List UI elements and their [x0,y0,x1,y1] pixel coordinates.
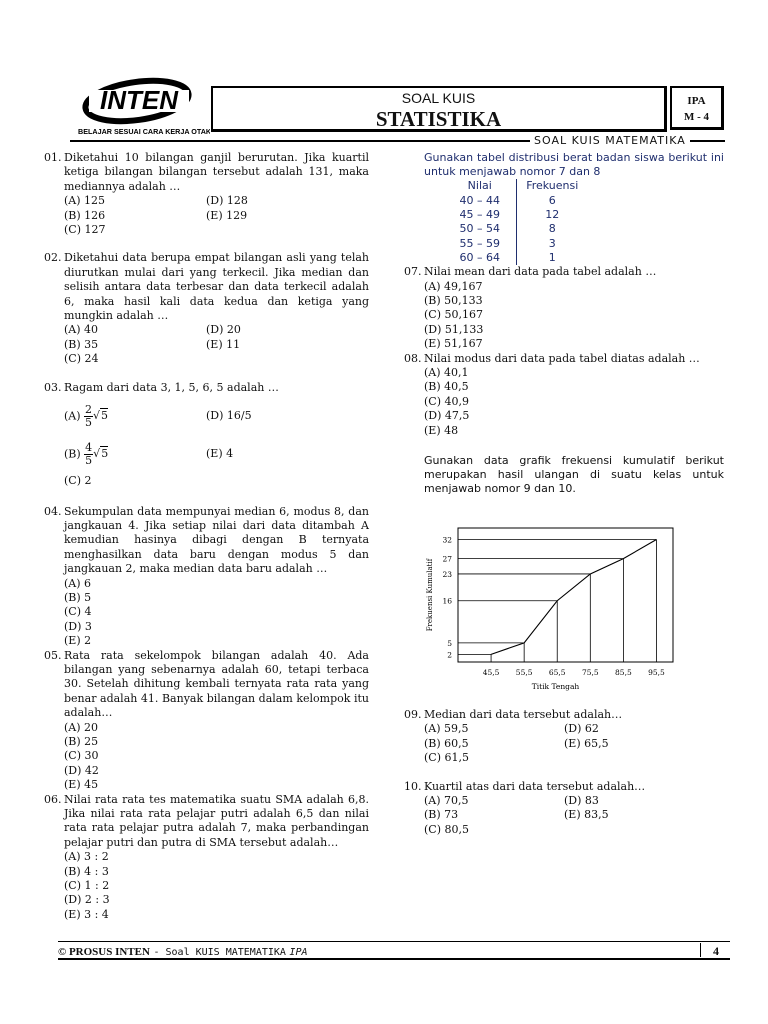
fraction: $\frac{2}{5}$ [85,402,93,429]
option: (A) 125 [64,194,106,208]
x-axis-label: Titik Tengah [531,682,580,691]
option: (C) 61,5 [424,751,469,765]
option: (E) 3 : 4 [64,907,109,921]
question-number: 04. [44,504,62,518]
option: (A) 59,5 [424,722,469,736]
option: (B) 73 [424,808,459,822]
footer-tail: IPA [289,947,308,958]
option: (C) 1 : 2 [64,879,110,893]
table-cell: 50 – 54 [444,222,516,236]
table-header-row [444,179,588,193]
table-header: Nilai [444,179,516,193]
question-9 [404,708,724,766]
table-cell: 45 – 49 [444,208,516,222]
x-tick-label: 75,5 [581,668,599,677]
option-c: (C) 2 [64,474,92,488]
table-cell: 40 – 44 [444,194,516,208]
fraction: $\frac{4}{5}$ [85,440,93,467]
y-tick-label: 2 [447,650,452,660]
right-column-lower [404,708,724,837]
question-2 [44,251,369,366]
footer-rule [58,941,730,942]
question-number: 01. [44,151,62,164]
x-tick-label: 95,5 [648,668,665,677]
y-axis-label: Frekuensi Kumulatif [426,558,434,632]
question-7 [404,265,724,351]
x-tick-label: 45,5 [482,668,500,677]
question-text: Diketahui 10 bilangan ganjil berurutan. Jika kuartil ketiga bilangan bilangan tersebut adalah 131, maka mediannya adalah … [64,151,369,193]
option: (C) 50,167 [424,308,483,322]
question-3 [44,381,369,489]
y-tick-label: 27 [442,554,452,564]
table-row [444,194,588,208]
option: (B) 4 : 3 [64,864,109,878]
footer-rule-bottom [58,958,730,960]
table-row [444,208,588,222]
option: (D) 47,5 [424,409,470,423]
question-5 [44,649,369,793]
option: (D) 42 [64,763,99,777]
page-title: STATISTIKA [375,107,502,131]
option: (A) 3 : 2 [64,850,109,864]
option: (E) 11 [206,337,241,351]
question-number: 10. [404,779,422,793]
left-column [44,151,369,922]
option: (C) 24 [64,352,99,366]
question-text: Diketahui data berupa empat bilangan asli yang telah diurutkan mulai dari yang terkecil. Jika median dan selisih antara data terbesar dan data terkecil adalah 6, maka hasil kali data kedua dan ketiga yang mungkin adalah … [64,251,369,323]
option-e: (E) 4 [206,446,234,460]
sqrt: √5 [93,408,109,422]
option: (A) 49,167 [424,279,483,293]
option: (E) 129 [206,208,248,222]
question-8 [404,352,724,438]
footer-middle: - Soal KUIS MATEMATIKA [153,947,286,958]
footer-divider [700,943,701,957]
option: (B) 35 [64,337,99,351]
question-text: Nilai modus dari data pada tabel diatas adalah … [424,351,700,365]
option: (C) 127 [64,223,106,237]
ogive-line [491,539,656,654]
chart-intro: Gunakan data grafik frekuensi kumulatif berikut merupakan hasil ulangan di suatu kelas untuk menjawab nomor 9 dan 10. [424,454,724,496]
logo-text: INTEN [100,85,178,115]
table-header: Frekuensi [526,179,579,193]
title-top: SOAL KUIS [401,90,476,106]
option-a: (A) $\frac{2}{5}$ √5 [64,402,109,429]
y-tick-label: 32 [442,535,452,545]
option: (B) 50,133 [424,294,483,307]
y-tick-label: 23 [442,569,452,579]
question-text: Nilai mean dari data pada tabel adalah … [424,265,657,279]
question-10 [404,780,724,838]
question-text: Median dari data tersebut adalah… [424,708,623,721]
page-number: 4 [713,944,719,958]
option: (D) 3 [64,619,92,633]
table-row [444,237,588,251]
table-intro: Gunakan tabel distribusi berat badan siswa berikut ini untuk menjawab nomor 7 dan 8 [424,151,724,179]
question-6 [44,793,369,923]
option: (A) 40 [64,323,99,337]
option: (B) 126 [64,208,106,222]
question-text: Sekumpulan data mempunyai median 6, modus 8, dan jangkauan 4. Jika setiap nilai dari data ditambah A kemudian hasinya dibagi dengan B ternyata menghasilkan data baru dengan modus 5 dan jangkauan 2, maka median data baru adalah … [64,504,369,576]
question-number: 05. [44,648,62,662]
title-box [211,86,667,132]
option: (A) 70,5 [424,794,469,808]
table-cell: 1 [548,250,556,264]
option: (B) 40,5 [424,380,469,394]
question-4 [44,505,369,649]
table-cell: 55 – 59 [444,237,516,251]
table-cell: 8 [548,222,556,236]
question-text: Rata rata sekelompok bilangan adalah 40. Ada bilangan yang sebenarnya adalah 60, tetapi terbaca 30. Setelah dihitung kembali ternyata rata rata yang benar adalah 41. Banyak bilangan dalam kelompok itu adalah… [64,648,369,720]
option: (E) 48 [424,423,459,437]
question-number: 08. [404,351,422,365]
subheader: SOAL KUIS MATEMATIKA [530,134,690,147]
option: (C) 4 [64,605,92,619]
inten-logo [75,77,210,137]
table-cell: 12 [545,208,560,221]
right-column [404,151,724,497]
frequency-table [444,179,588,265]
question-text: Nilai rata rata tes matematika suatu SMA adalah 6,8. Jika nilai rata rata pelajar putri adalah 6,5 dan nilai rata rata pelajar putra adalah 7, maka perbandingan pelajar putri dan putra di SMA tersebut adalah… [64,792,369,849]
table-cell: 6 [548,193,556,207]
x-tick-label: 55,5 [515,668,533,677]
option: (E) 65,5 [564,736,609,750]
footer-brand: © PROSUS INTEN [58,946,150,958]
option: (B) 5 [64,590,92,604]
option-d: (D) 16/5 [206,408,252,422]
option: (B) 60,5 [424,736,469,750]
table-row [444,222,588,236]
option: (C) 80,5 [424,822,469,836]
question-text: Ragam dari data 3, 1, 5, 6, 5 adalah … [64,380,279,394]
option: (E) 83,5 [564,808,609,822]
question-number: 09. [404,708,422,721]
logo-tagline: BELAJAR SESUAI CARA KERJA OTAK [78,127,210,136]
option: (D) 51,133 [424,322,484,336]
option: (C) 40,9 [424,394,469,408]
option: (D) 20 [206,323,241,337]
option: (D) 62 [564,722,599,736]
option: (E) 45 [64,778,99,792]
table-row [444,251,588,265]
question-text: Kuartil atas dari data tersebut adalah… [424,779,646,793]
cumulative-frequency-chart [418,520,680,696]
option: (E) 51,167 [424,337,483,351]
option-b: (B) $\frac{4}{5}$ √5 [64,440,109,467]
option: (A) 6 [64,576,92,590]
option: (C) 30 [64,749,99,763]
question-number: 07. [404,265,422,279]
x-tick-label: 85,5 [615,668,632,677]
option: (D) 83 [564,794,599,808]
x-tick-label: 65,5 [548,668,566,677]
question-number: 03. [44,380,62,394]
code-box [670,86,724,130]
sqrt: √5 [93,446,109,460]
footer [58,945,307,958]
option: (B) 25 [64,735,99,748]
chart-svg [418,520,680,696]
option: (A) 20 [64,720,99,734]
question-number: 06. [44,792,62,806]
option: (D) 128 [206,194,248,208]
option: (A) 40,1 [424,366,469,380]
code-line-1: IPA [687,95,706,107]
table-cell: 3 [548,236,556,250]
code-line-2: M - 4 [683,111,710,123]
y-tick-label: 5 [447,638,452,648]
y-tick-label: 16 [442,596,452,606]
question-1 [44,151,369,237]
question-number: 02. [44,251,62,265]
option: (D) 2 : 3 [64,893,110,907]
option: (E) 2 [64,634,92,648]
table-cell: 60 – 64 [444,251,516,265]
